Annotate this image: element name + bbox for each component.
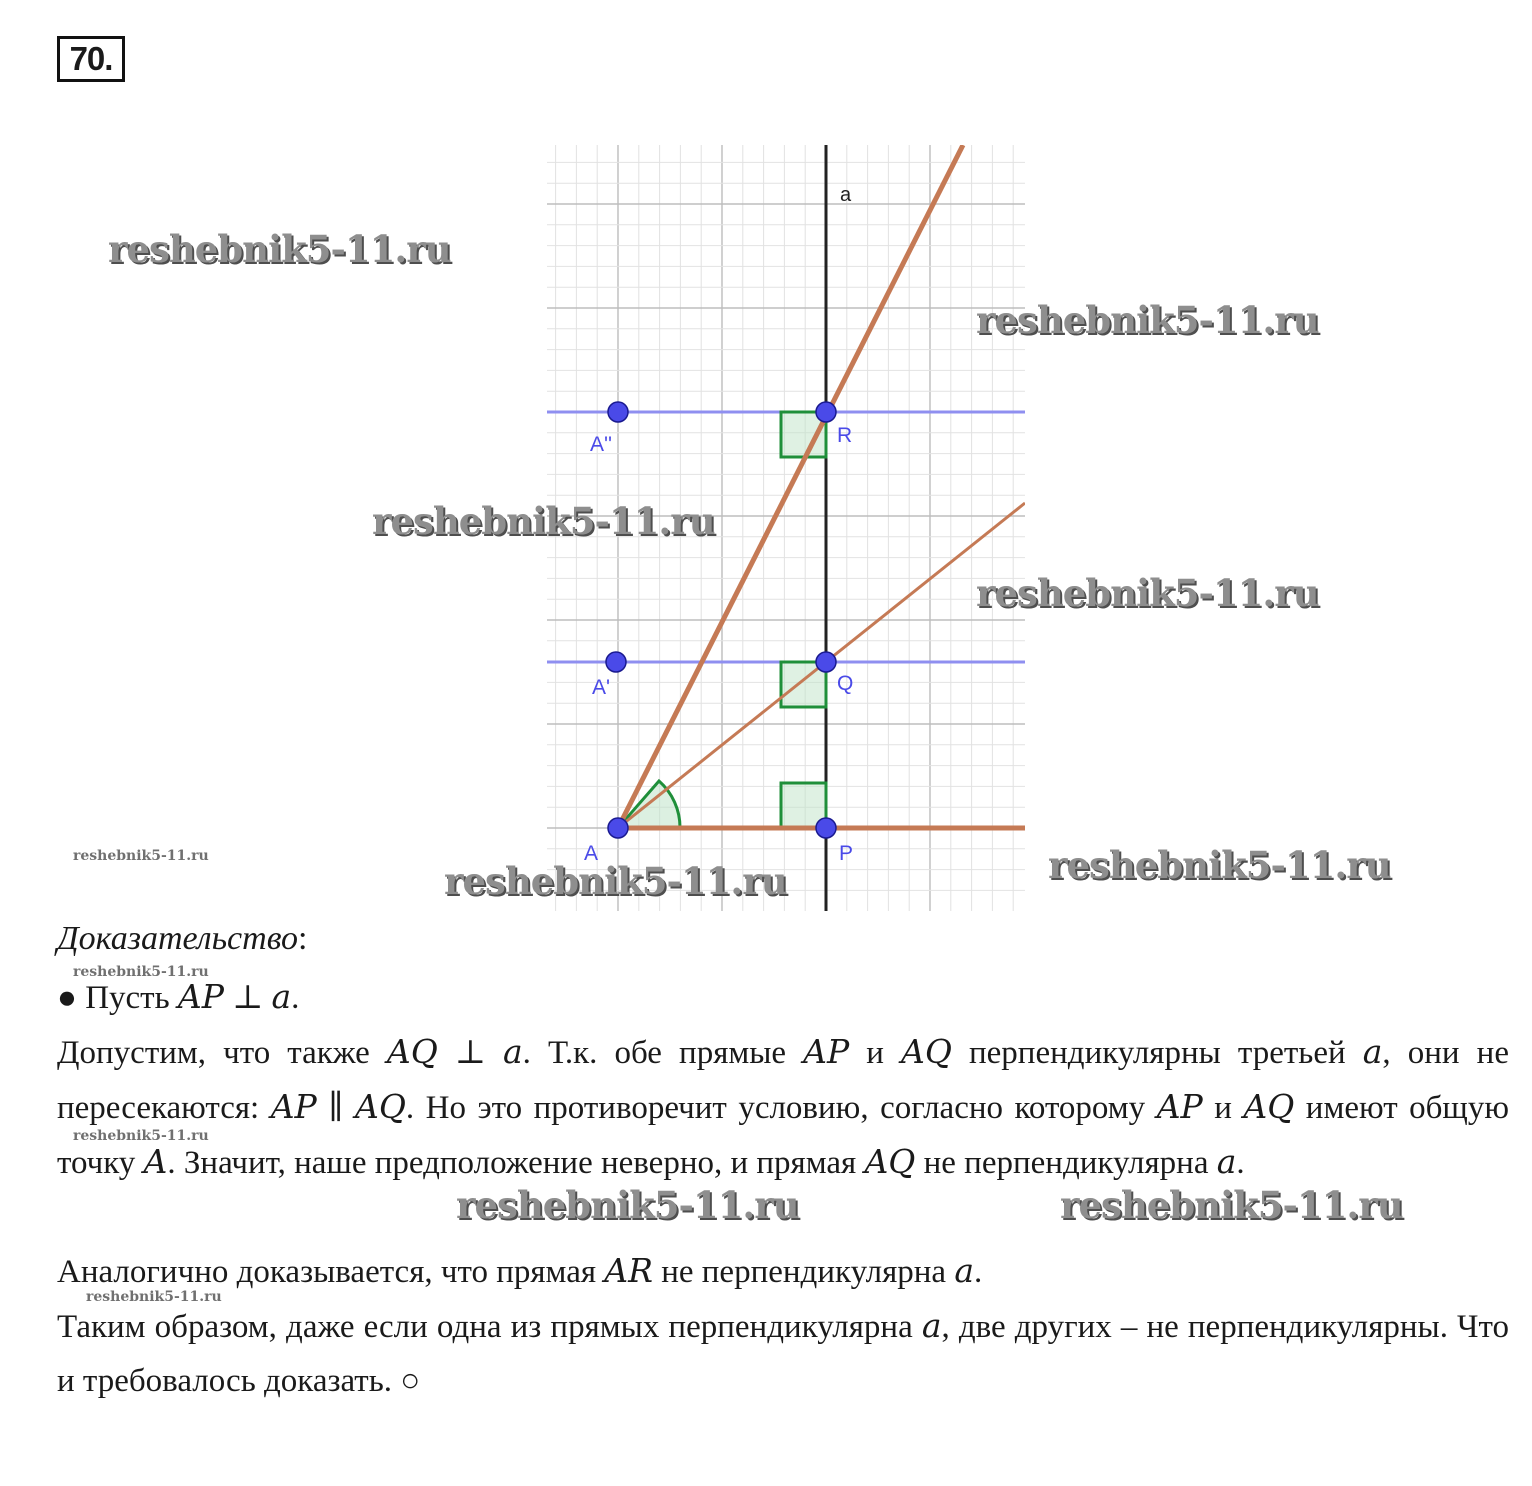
problem-number: 70. xyxy=(57,36,125,82)
watermark: reshebnik5-11.ru xyxy=(108,227,451,271)
point-r xyxy=(816,402,836,422)
point-a xyxy=(608,818,628,838)
point-a1 xyxy=(606,652,626,672)
math-op: ⊥ xyxy=(437,1035,503,1071)
watermark: reshebnik5-11.ru xyxy=(372,499,715,543)
math: AQ xyxy=(864,1142,916,1181)
text: . Т.к. обе прямые xyxy=(522,1035,804,1071)
math-op: ∥ xyxy=(316,1090,356,1126)
text: и xyxy=(849,1035,902,1071)
math-op: ⊥ xyxy=(223,980,272,1016)
text: Аналогично доказывается, что прямая xyxy=(57,1254,605,1290)
math: AQ xyxy=(1243,1087,1295,1126)
label-p: P xyxy=(839,842,854,865)
math: a xyxy=(921,1306,942,1345)
text: Таким образом, даже если одна из прямых перпендикулярна xyxy=(57,1309,922,1345)
label-line-a: a xyxy=(840,184,852,206)
point-p xyxy=(816,818,836,838)
point-q xyxy=(816,652,836,672)
math: AQ xyxy=(901,1032,952,1071)
math: a xyxy=(1362,1032,1383,1071)
math: a xyxy=(954,1251,975,1290)
text: не перпендикулярна xyxy=(915,1145,1217,1181)
math: A xyxy=(143,1142,168,1181)
label-a: A xyxy=(584,842,599,865)
proof-title-text: Доказательство xyxy=(57,920,299,957)
text: перпендикулярны третьей xyxy=(951,1035,1363,1071)
text: , две других – не перпендикулярны. Что и требовалось доказать. ○ xyxy=(57,1309,1509,1399)
watermark-small: reshebnik5-11.ru xyxy=(73,1128,209,1144)
text: . xyxy=(974,1254,983,1290)
math: a xyxy=(271,977,292,1016)
math: AR xyxy=(604,1251,653,1290)
text: , они не пересекаются: xyxy=(57,1035,1509,1126)
math: a xyxy=(1216,1142,1237,1181)
text: . Но это противоречит условию, согласно которому xyxy=(405,1090,1157,1126)
ray-ar xyxy=(618,145,963,828)
watermark: reshebnik5-11.ru xyxy=(976,298,1319,342)
proof-paragraph-1 xyxy=(57,1025,1509,1190)
label-q: Q xyxy=(837,672,854,695)
proof-title xyxy=(57,920,307,958)
watermark-small: reshebnik5-11.ru xyxy=(86,1289,222,1305)
label-r: R xyxy=(837,424,853,447)
math: AQ xyxy=(355,1087,406,1126)
text: не перпендикулярна xyxy=(652,1254,955,1290)
watermark: reshebnik5-11.ru xyxy=(456,1183,799,1227)
text: Допустим, что также xyxy=(57,1035,387,1071)
proof-assumption xyxy=(57,970,1509,1025)
watermark: reshebnik5-11.ru xyxy=(1060,1183,1403,1227)
math: AP xyxy=(270,1087,317,1126)
proof-conclusion xyxy=(57,1299,1509,1408)
label-a1: A' xyxy=(592,676,611,699)
watermark-small: reshebnik5-11.ru xyxy=(73,848,209,864)
text: имеют общую точку xyxy=(57,1090,1509,1181)
math: AP xyxy=(1156,1087,1203,1126)
text: . xyxy=(291,980,300,1016)
text: . xyxy=(1236,1145,1245,1181)
proof-paragraph-2 xyxy=(57,1244,1509,1299)
math: AP xyxy=(177,977,224,1016)
watermark-small: reshebnik5-11.ru xyxy=(73,964,209,980)
proof-title-colon: : xyxy=(298,920,308,957)
math: AQ xyxy=(386,1032,438,1071)
text: и xyxy=(1202,1090,1244,1126)
watermark: reshebnik5-11.ru xyxy=(1048,843,1391,887)
text: . Значит, наше предположение неверно, и прямая xyxy=(167,1145,865,1181)
label-a2: A'' xyxy=(590,433,613,456)
math: a xyxy=(502,1032,523,1071)
watermark: reshebnik5-11.ru xyxy=(444,859,787,903)
bullet-icon: ● xyxy=(57,980,86,1016)
text: Пусть xyxy=(85,980,178,1016)
point-a2 xyxy=(608,402,628,422)
math: AP xyxy=(803,1032,850,1071)
watermark: reshebnik5-11.ru xyxy=(976,571,1319,615)
